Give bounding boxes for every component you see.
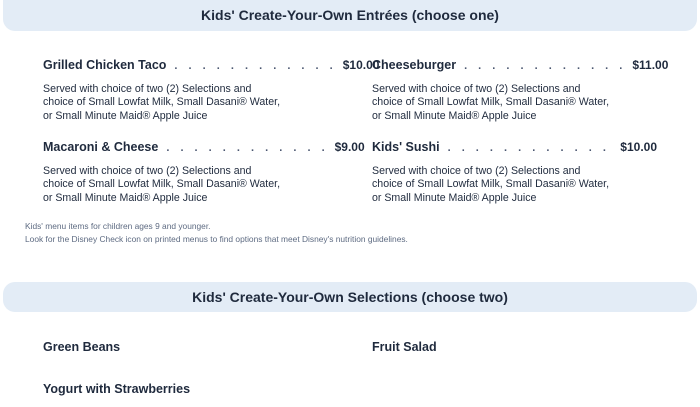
- selections-section-header: Kids' Create-Your-Own Selections (choose two): [3, 282, 697, 312]
- leader-dots: . . . . . . . . . . . .: [464, 60, 627, 72]
- menu-item-name: Kids' Sushi: [372, 140, 440, 154]
- disney-check-note: Look for the Disney Check icon on printed menus to find options that meet Disney's nutrition guidelines.: [25, 234, 408, 244]
- age-note: Kids' menu items for children ages 9 and younger.: [25, 221, 211, 231]
- leader-dots: . . . . . . . . . . . .: [174, 60, 337, 72]
- leader-dots: . . . . . . . . . . . .: [447, 142, 610, 154]
- menu-item-description: Served with choice of two (2) Selections and choice of Small Lowfat Milk, Small Dasani® Water, or Small Minute Maid® Apple Juice: [43, 83, 281, 122]
- menu-item-kids-sushi[interactable]: [372, 140, 657, 205]
- menu-item-name: Grilled Chicken Taco: [43, 58, 167, 72]
- menu-item-price: $11.00: [632, 58, 669, 72]
- menu-item-description: Served with choice of two (2) Selections and choice of Small Lowfat Milk, Small Dasani® Water, or Small Minute Maid® Apple Juice: [372, 83, 610, 122]
- menu-item-price: $10.00: [620, 140, 657, 154]
- selection-item-green-beans[interactable]: Green Beans: [43, 340, 121, 354]
- menu-item-price: $10.00: [342, 58, 380, 72]
- leader-dots: . . . . . . . . . . . .: [166, 142, 329, 154]
- selection-item-yogurt-strawberries[interactable]: Yogurt with Strawberries: [43, 382, 191, 396]
- menu-item-description: Served with choice of two (2) Selections and choice of Small Lowfat Milk, Small Dasani® Water, or Small Minute Maid® Apple Juice: [43, 165, 281, 204]
- entrees-section-header: Kids' Create-Your-Own Entrées (choose one): [3, 0, 697, 31]
- menu-item-name: Cheeseburger: [372, 58, 457, 72]
- selection-item-fruit-salad[interactable]: Fruit Salad: [372, 340, 437, 354]
- menu-item-macaroni-cheese[interactable]: [43, 140, 365, 205]
- menu-item-description: Served with choice of two (2) Selections and choice of Small Lowfat Milk, Small Dasani® Water, or Small Minute Maid® Apple Juice: [372, 165, 610, 204]
- menu-item-grilled-chicken-taco[interactable]: [43, 58, 380, 123]
- menu-item-cheeseburger[interactable]: [372, 58, 669, 123]
- menu-item-name: Macaroni & Cheese: [43, 140, 159, 154]
- menu-item-price: $9.00: [334, 140, 365, 154]
